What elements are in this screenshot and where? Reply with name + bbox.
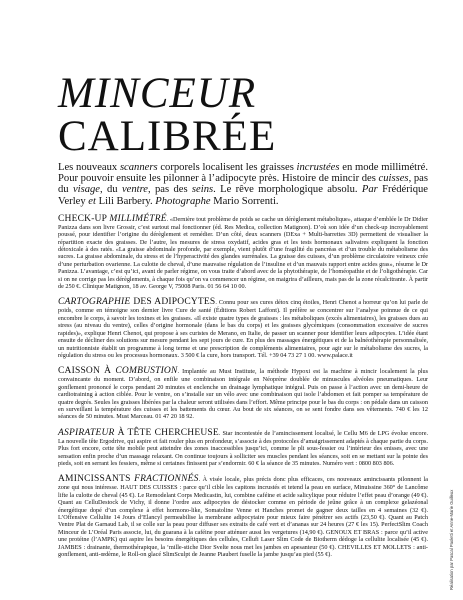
article: [58, 72, 428, 565]
section-heading: [58, 428, 219, 438]
intro-emph: scanners: [119, 162, 158, 173]
intro-emph: ventre: [121, 184, 149, 196]
intro-emph: Photographe: [155, 195, 211, 207]
section-body: . Connu pour ses cures détox cinq étoiles, Henri Chenot a horreur qu’on lui parle de poids, comme en témoigne son dernier livre Cure de santé (Éditions Robert Laffont). Il préfère se concentrer sur l’analyse poinnue de ce qui encombre le corps, à savoir les toxines et les graisses. «Il existe quatre types de graisses : les métaboliques (excès alimentaires), les graisses dues au stress (au niveau du ventre), celles d’origine hormonale (dans le bas du corps) et les graisses glycémiques (consommation excessive de sucres rapides)», explique Henri Chenot, qui propose à ses curistes de Merano, en Italie, de passer un scanner pour identifier leurs adipocytes. L’idée étant ensuite de décliner des solutions sur mesure pendant les sept jours de cure. En plus des massages énergétiques et de la balnéothérapie personnalisée, un nutritionniste établit un programme à long terme et une prescription de compléments alimentaires, pour agir sur le métabolisme des sucres, la régulation du stress ou les processus hormonaux. 3 500 € la cure, hors transport. Tél. +39 04 73 27 1 00. www.palace.it: [58, 299, 428, 359]
section-body: . À visée locale, plus précis donc plus efficaces, ces nouveaux amincissants pilonnent la zone qui nous intéresse. HAUT DES CUISSES : parce qu’il cible les capitons incrustés et tetend la peau en surface, Minuissine 360° de Lancôme lifte la culotte de cheval (45 €). Le Remodelant Corps Medicastin, lui, combine caféine et acide salicylique pour réduire l’effet peau d’orange (49 €). Quant au CelluDestock de Vichy, il donne l’ordre aux adipocytes de déstocker comme en période de jeûne grâce à un complexe gelazéonal énergétique dopé d’un complexe à effet hormono-like, Somatoline Venne et Hanches promet de gagner deux tailles en 4 semaines (32 €). L’Offensive Cellulite 14 Jours d’Elancyl permeabilise la membrane adipocytaire pour mieux faire pénétrer ses actifs (23,50 €). Quant au Patch Ventre Plat de Garnaud Lab, il se colle sur la peau pour diffuser ses extraits de café vert et d’ananas sur 24 heures (27 € les 15). PerfectSlim Coach Minceur de L’Oréal Paris associe, lui, du guarana à la caféine pour atténuer aussi les vergetures (14,90 €). GENOUX ET BRAS : parce qu’il active une protéine (l’AMPK) qui aspire les besoins énergétiques des cellules, Cellufi Laser Slim Code de Biotherm dédoge la cellulite localisée (45 €). JAMBES : drainante, thermothérapique, la ‘mille-stiche Dior Svelte nous met les jambes en apesanteur (50 €). CHEVILLES ET MOLLETS : anti-gonflement, anti-œdème, le Roll-on glacé SlimSculpt de Jeanne Piaubert fuselle la jambe jusqu’au pied (55 €).: [58, 476, 428, 559]
section-cartographie: [58, 298, 428, 359]
heading-part: CHECK-UP: [58, 213, 110, 224]
section-caisson: [58, 367, 428, 420]
photo-credit: [449, 489, 455, 590]
section-heading: [58, 366, 178, 376]
heading-part: CAISSON À: [58, 366, 116, 377]
intro-emph: incrustées: [296, 162, 340, 173]
intro-text: Mario Sorrenti.: [210, 195, 279, 207]
section-body: . Implantée au Must Institute, la méthode Hypoxi est la machine à mincir localement la plus convaincante du moment. D’abord, on enfile une combinaison intégrale en Néoprène doublée de minuscules alvéoles pneumatiques. Leur gonflement prononcé le corps pendant 20 minutes et enclenche un drainage lymphatique intégral. Puis on passe à l’action avec un demi-heure de cardiotraining à action ciblée. Pour le ventre, on s’installe sur un vélo avec une combinaison qui isole l’abdomen et fait pomper sa température de quatre degrés. Seules les graisses libérées par la chaleur seront utilisées dans l’effort. Même principe pour le bas du corps : on pédale dans un caisson en surveillant la température des cuisses et les battements du cœur. Au bout de six séances, on se sent fondre dans ses vêtements. 740 € les 12 séances de 50 minutes. Must Marceau. 01 47 20 18 92.: [58, 368, 429, 421]
heading-part: COMBUSTION: [115, 366, 178, 377]
page-title: [58, 72, 428, 158]
heading-part: À TÊTE CHERCHEUSE: [114, 427, 219, 438]
credit-text: Réalisation par Pascal Paoletti et Anne-Marie Guilleux: [449, 489, 454, 590]
section-body: . «Dernière tout problème de poids se cache un dérèglement métabolique», attaque d’emblée le Dr Didier Panizza dans son livre Grossir, c’est surtout mal fonctionner (éd. Res Medica, collection Matignon). D’où son idée d’un check-up incroyablement poussé, pour identifier l’origine du dérèglement et remédier. D’un côté, deux scanners (DExa + Multi-barrettes 3D) permettent de visualiser la répartition exacte des graisses. De l’autre, les mesures de stress oxydatif, acides gras et les tests hormonaux salivaires expliquent la fonction détoxicale à des ratés. «La graisse abdominale profonde, par exemple, vient plutôt d’une fragilité du pancréas et d’un trouble du métabolisme des sucres. La graisse abdominale, du stress et de l’hyperactivité des glandes surrénales. La graisse des cuisses, d’un problème circulatoire veineux crée d’une perturbation ovarienne. La culotte de cheval, d’une mauvaise régulation de l’insuline et d’un mauvais rapport entre acides gras», résume le Dr Panizza. L’avantage, c’est qu’ici, avant de parler régime, on vous traite d’abord avec de la phytothérapie, de l’homéopathie et de l’oligothérapie. Car si on ne corrige pas les dérèglements, à chaque fois qu’on va commencer un régime, on maigrira d’ailleurs, mais pas de la zone récalcitrante. À partir de 250 €. Clinique Matignon, 18 av. George V, 75008 Paris. 01 56 64 10 00.: [58, 215, 429, 291]
intro-text: Lili Barbery.: [95, 195, 156, 207]
section-amincissants: [58, 475, 428, 558]
intro-text: Frédérique Verley: [58, 184, 428, 207]
heading-part: FRACTIONNÉS: [134, 474, 199, 485]
section-body: . Star incontestée de l’amincissement localisé, le Cellu M6 de LPG évolue encore. La nouvelle tête Ergodrive, qui aspire et fait rouler plus en profondeur, s’associe à des protocoles d’amaigrissement adaptés à chaque partie du corps. Plus fort encore, cette tête mobile peut atteindre des zones inaccessibles jusqu’ici, comme le pli sous-fessier ou l’intérieur des enisses, avec une sensation enfin proche d’un massage relaxant. On continue toujours à solliciter ses muscles pendant les séances, soit en se mettant sur la pointe des pieds, soit en serrant les fessiers, même si certaines finissent par s’endormir. 60 € la séance de 35 minutes. Numéro vert : 0800 803 806.: [58, 429, 428, 467]
section-check-up: [58, 215, 428, 291]
section-heading: [58, 214, 167, 224]
intro-text: corporels localisent les graisses: [157, 162, 297, 173]
heading-part: ASPIRATEUR: [58, 427, 115, 438]
intro-text: , pas des: [148, 184, 192, 196]
section-heading: [58, 297, 215, 307]
intro-text: en mode millimétré. Pour pouvoir ensuite les pilonner à l’adipocyte près. Histoire de mincir des: [58, 162, 428, 185]
heading-part: MILLIMÉTRÉ: [109, 213, 167, 224]
heading-part: DES ADIPOCYTES: [130, 297, 216, 308]
intro-text: . Le rêve morphologique absolu.: [213, 184, 362, 196]
intro-paragraph: [58, 162, 428, 207]
intro-emph: seins: [191, 184, 214, 196]
intro-emph: et: [88, 195, 96, 207]
heading-part: CARTOGRAPHIE: [58, 297, 131, 308]
heading-part: AMINCISSANTS: [58, 474, 135, 485]
intro-text: , pas du: [58, 173, 428, 196]
intro-text: Les nouveaux: [58, 162, 120, 173]
intro-emph: cuisses: [378, 173, 409, 185]
title-italic: MINCEUR: [58, 70, 257, 117]
title-roman: CALIBRÉE: [58, 113, 277, 160]
section-heading: [58, 474, 199, 484]
intro-emph: Par: [361, 184, 378, 196]
section-aspirateur: [58, 429, 428, 468]
intro-text: , du: [100, 184, 122, 196]
intro-emph: visage: [72, 184, 101, 196]
